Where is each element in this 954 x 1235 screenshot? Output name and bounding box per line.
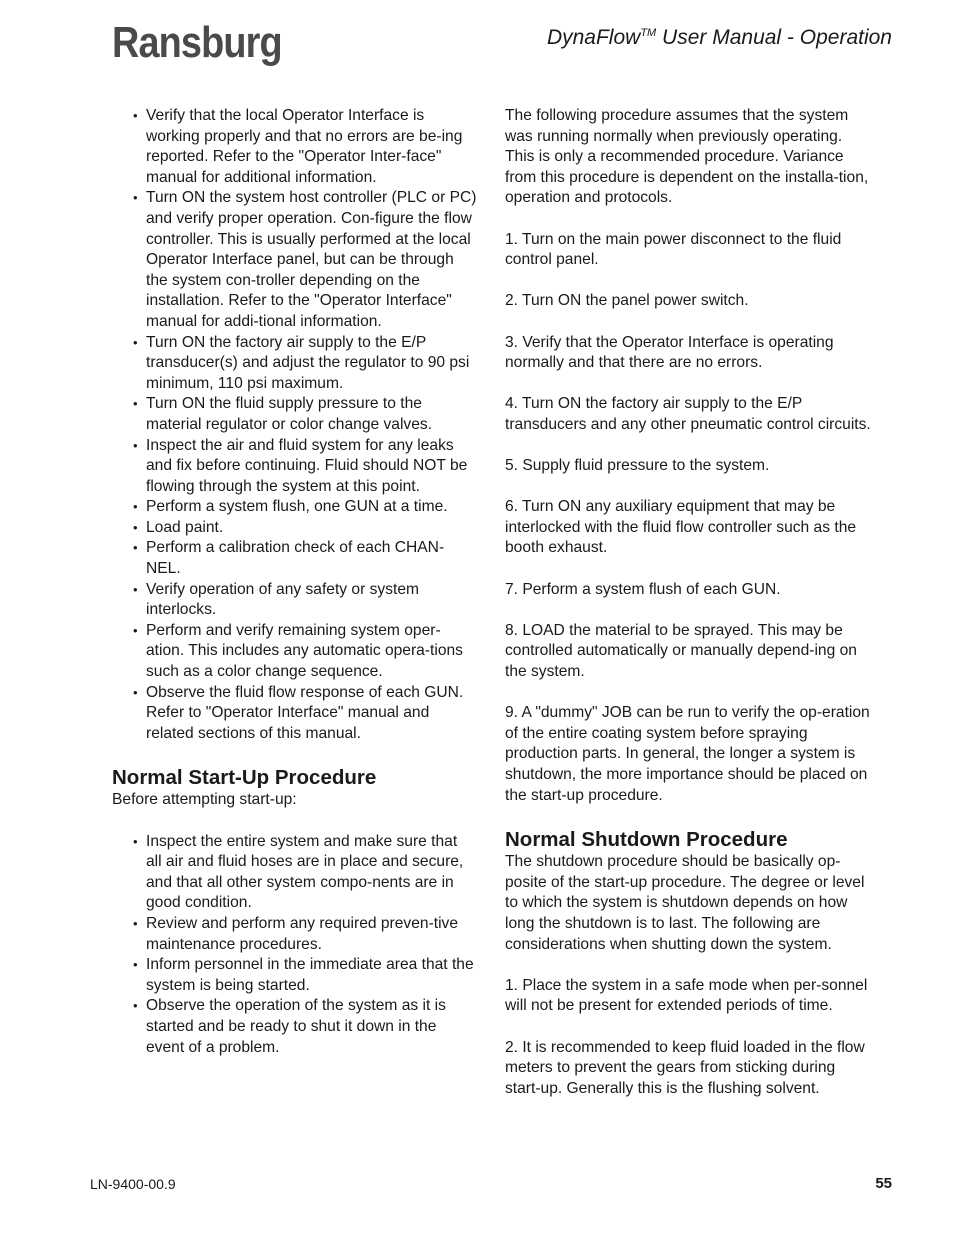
shutdown-intro: The shutdown procedure should be basically op-posite of the start-up procedure. The degree or level to which the system is shutdown depends on how long the shutdown is to last. The following are considerations when shutting down the system. <box>505 853 865 953</box>
list-item: • Inspect the entire system and make sure that all air and fluid hoses are in place and secure, and that all other system compo-nents are in good condition. <box>146 832 477 914</box>
list-item: • Turn ON the fluid supply pressure to the material regulator or color change valves. <box>146 394 477 435</box>
procedure-intro: The following procedure assumes that the system was running normally when previously operating. This is only a recommended procedure. Variance from this procedure is dependent on the installa-tion, operation and protocols. <box>505 107 869 207</box>
startup-intro: Before attempting start-up: <box>112 791 297 809</box>
document-number: LN-9400-00.9 <box>90 1176 176 1192</box>
header-brand: DynaFlow <box>546 26 641 49</box>
right-column <box>505 106 875 1099</box>
header-subtitle: User Manual - Operation <box>656 26 892 49</box>
list-item: • Verify operation of any safety or system interlocks. <box>146 580 477 621</box>
list-item: • Verify that the local Operator Interface is working properly and that no errors are be-ing reported. Refer to the "Operator Inter-face" manual for additional information. <box>146 106 477 188</box>
list-item: • Inspect the air and fluid system for any leaks and fix before continuing. Fluid should NOT be flowing through the system at this point. <box>146 436 477 498</box>
list-item: • Perform a system flush, one GUN at a time. <box>146 497 477 518</box>
ransburg-logo: Ransburg <box>112 18 282 67</box>
startup-step: 1. Turn on the main power disconnect to the fluid control panel. <box>505 230 842 269</box>
shutdown-heading: Normal Shutdown Procedure <box>505 828 788 852</box>
startup-step: 4. Turn ON the factory air supply to the E/P transducers and any other pneumatic control circuits. <box>505 395 871 433</box>
startup-step: 9. A "dummy" JOB can be run to verify the op-eration of the entire coating system before spraying production parts. In general, the longer a system is shutdown, the more importance should be placed on the start-up procedure. <box>505 704 870 804</box>
page-number: 55 <box>875 1175 892 1192</box>
startup-step: 2. Turn ON the panel power switch. <box>505 292 749 310</box>
preparation-bullet-list <box>112 106 477 744</box>
startup-heading: Normal Start-Up Procedure <box>112 766 377 790</box>
startup-step: 5. Supply fluid pressure to the system. <box>505 457 770 475</box>
list-item: • Observe the operation of the system as it is started and be ready to shut it down in the event of a problem. <box>146 996 477 1058</box>
shutdown-step: 2. It is recommended to keep fluid loaded in the flow meters to prevent the gears from sticking during start-up. Generally this is the flushing solvent. <box>505 1038 865 1097</box>
page-header-title <box>547 26 892 50</box>
startup-step: 6. Turn ON any auxiliary equipment that may be interlocked with the fluid flow controller such as the booth exhaust. <box>505 498 857 557</box>
list-item: • Perform and verify remaining system oper-ation. This includes any automatic opera-tions such as a color change sequence. <box>146 621 477 683</box>
shutdown-step: 1. Place the system in a safe mode when per-sonnel will not be present for extended periods of time. <box>505 976 868 1015</box>
list-item: • Inform personnel in the immediate area that the system is being started. <box>146 955 477 996</box>
list-item: • Turn ON the factory air supply to the E/P transducer(s) and adjust the regulator to 90 psi minimum, 110 psi maximum. <box>146 333 477 395</box>
startup-step: 3. Verify that the Operator Interface is operating normally and that there are no errors. <box>505 333 834 372</box>
list-item: • Load paint. <box>146 518 477 539</box>
startup-step: 7. Perform a system flush of each GUN. <box>505 580 781 598</box>
header-trademark: TM <box>640 27 657 39</box>
left-column <box>112 106 477 1058</box>
startup-bullet-list <box>112 832 477 1059</box>
list-item: • Perform a calibration check of each CHAN-NEL. <box>146 538 477 579</box>
list-item: • Turn ON the system host controller (PLC or PC) and verify proper operation. Con-figure the flow controller. This is usually performed at the local Operator Interface panel, but can be through the system con-troller depending on the installation. Refer to the "Operator Interface" manual for addi-tional information. <box>146 188 477 332</box>
list-item: • Observe the fluid flow response of each GUN. Refer to "Operator Interface" manual and related sections of this manual. <box>146 683 477 745</box>
startup-step: 8. LOAD the material to be sprayed. This may be controlled automatically or manually depend-ing on the system. <box>505 621 857 681</box>
list-item: • Review and perform any required preven-tive maintenance procedures. <box>146 914 477 955</box>
